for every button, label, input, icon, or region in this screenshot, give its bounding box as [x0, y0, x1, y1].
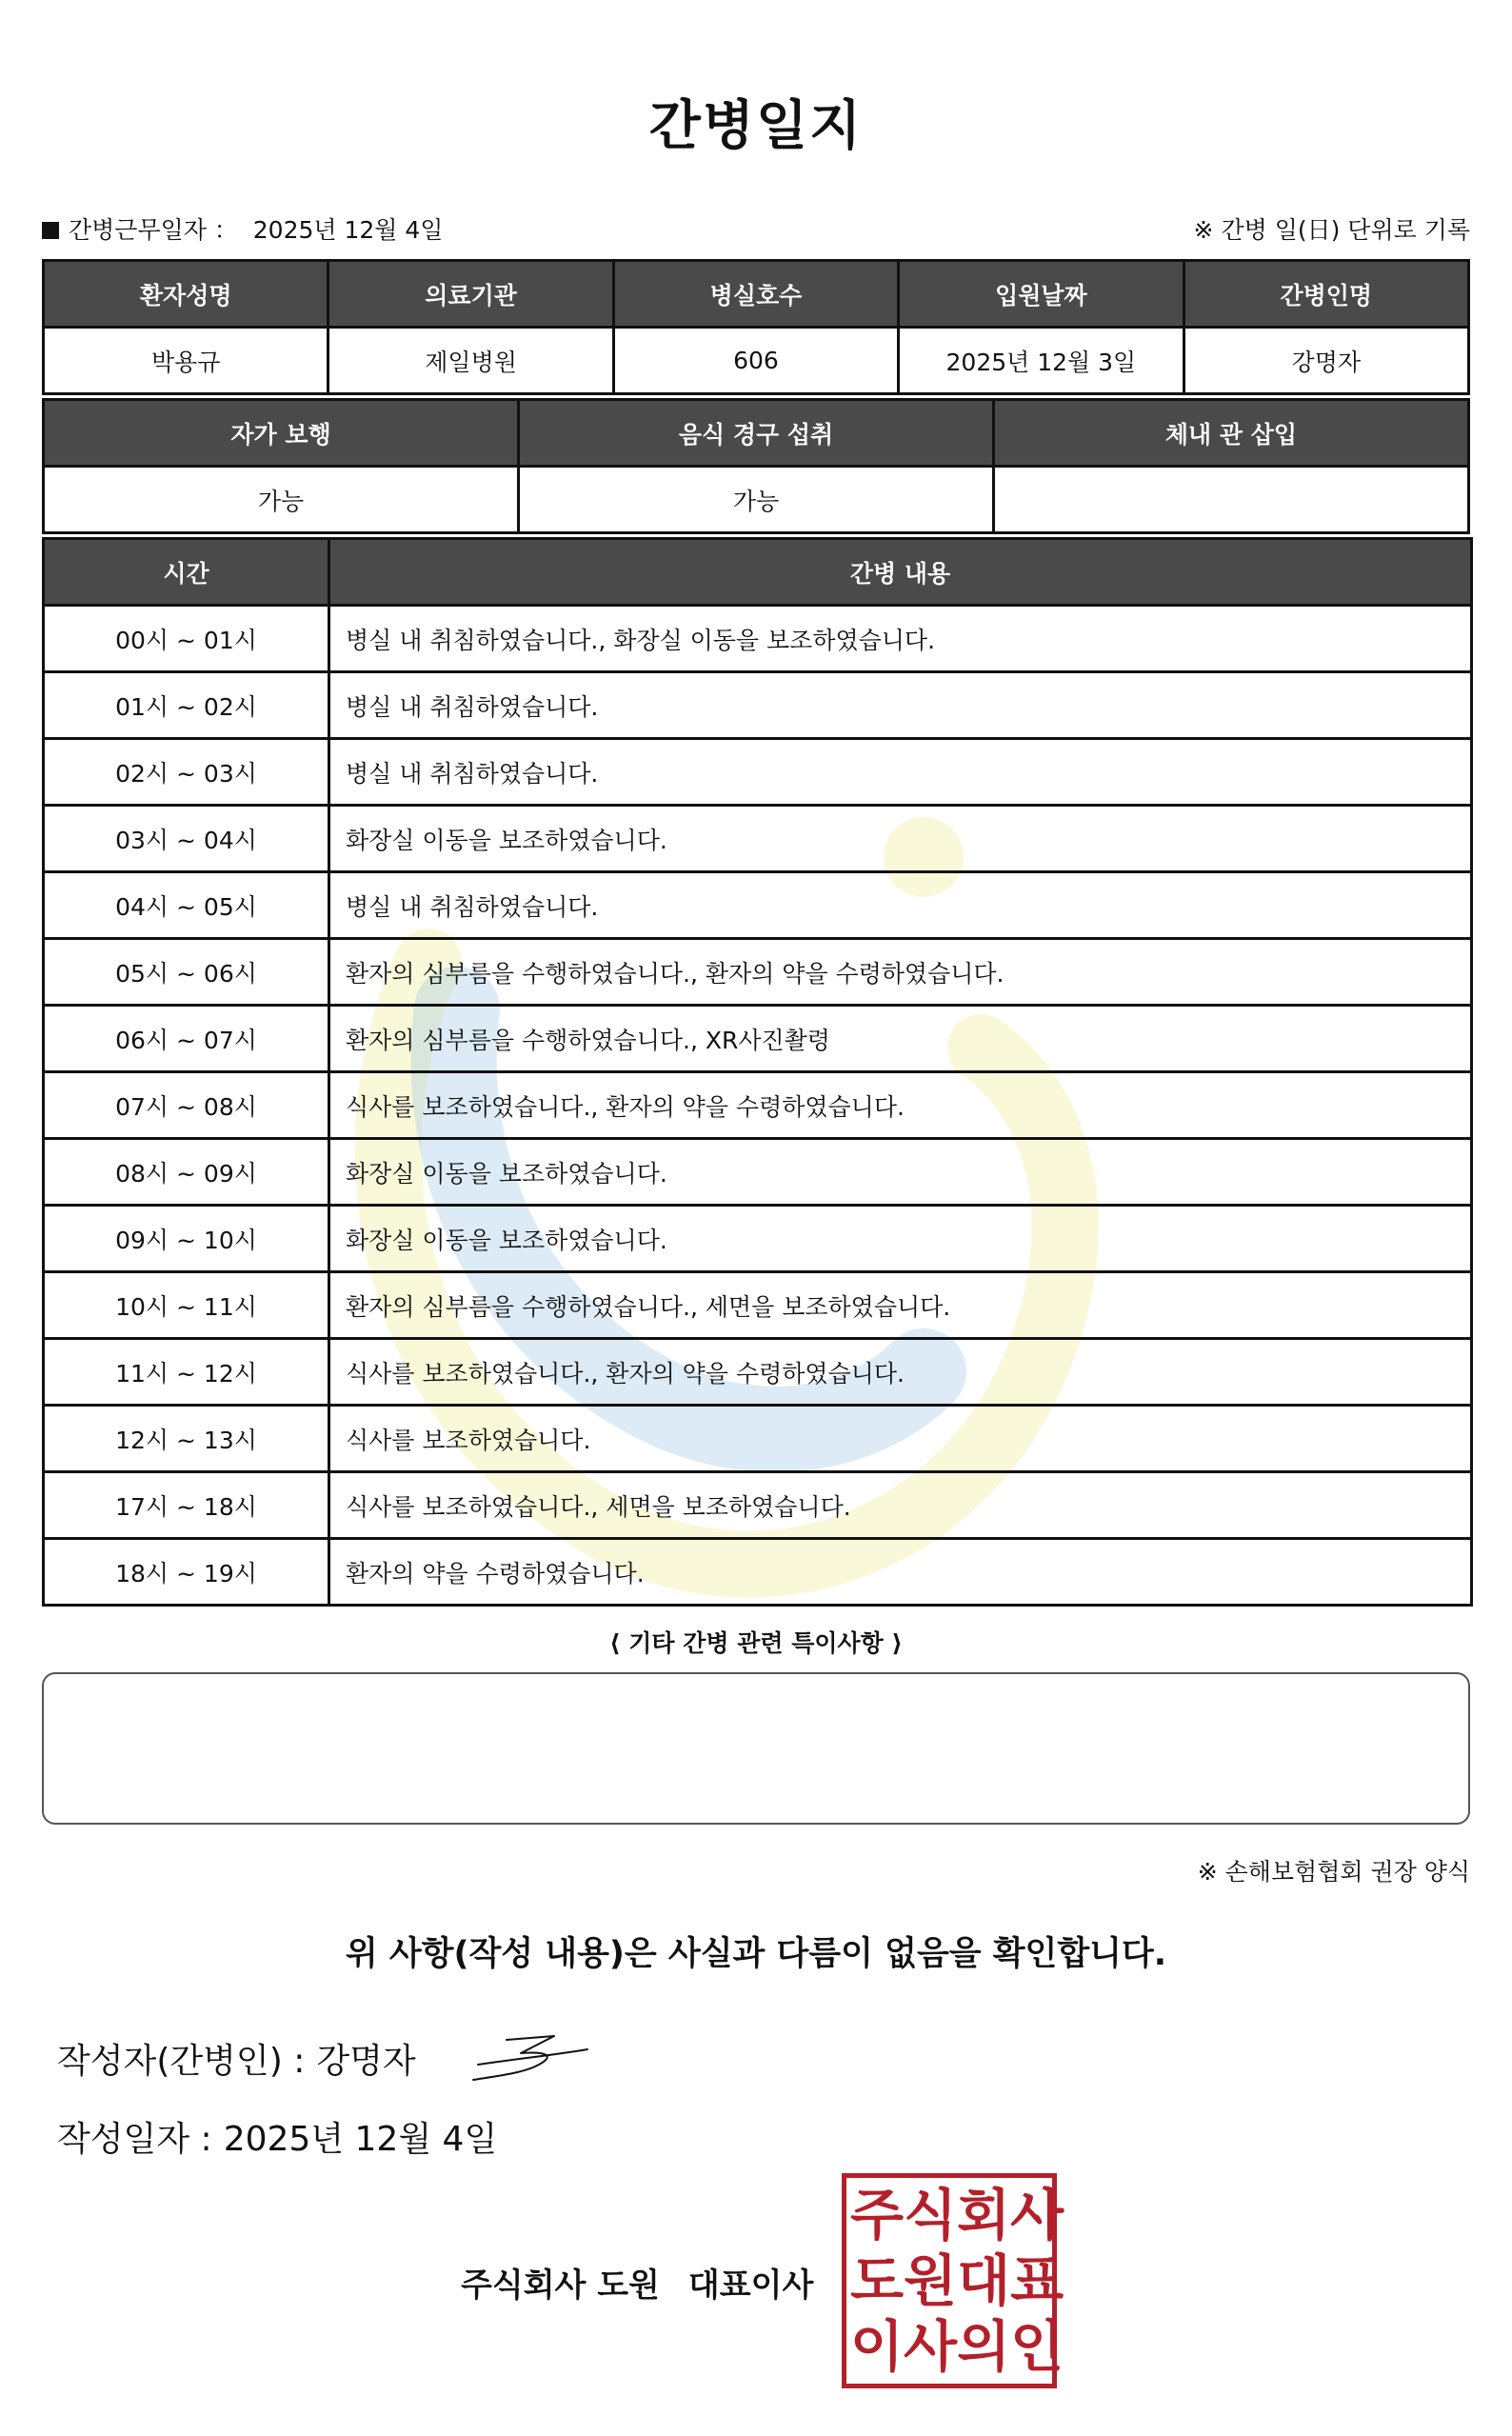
seal-char: 사: [1010, 2182, 1064, 2247]
square-bullet-icon: [42, 222, 59, 239]
time-cell: 10시 ~ 11시: [44, 1272, 329, 1339]
tube-insertion-cell: [994, 467, 1469, 533]
table-row: [44, 939, 1472, 1006]
written-date-value: 2025년 12월 4일: [223, 2120, 498, 2159]
time-cell: 09시 ~ 10시: [44, 1206, 329, 1272]
table-row: [44, 1072, 1472, 1139]
header-room-number: 병실호수: [613, 261, 898, 328]
care-content-cell: 식사를 보조하였습니다., 환자의 약을 수령하였습니다.: [329, 1339, 1472, 1406]
care-content-cell: 환자의 심부름을 수행하였습니다., 환자의 약을 수령하였습니다.: [329, 939, 1472, 1006]
seal-char: 도: [850, 2247, 905, 2313]
table-header-row: [44, 261, 1469, 328]
header-admission-date: 입원날짜: [899, 261, 1184, 328]
care-log-table: [42, 537, 1473, 1607]
table-header-row: [44, 539, 1472, 606]
seal-char: 사: [904, 2314, 958, 2380]
company-title: 대표이사: [687, 2266, 814, 2305]
confirmation-statement: 위 사항(작성 내용)은 사실과 다름이 없음을 확인합니다.: [345, 1935, 1167, 1973]
admission-date-cell: 2025년 12월 3일: [899, 328, 1184, 394]
recommend-note: ※ 손해보험협회 권장 양식: [1197, 1858, 1470, 1886]
signature-icon: [468, 2030, 592, 2087]
table-row: [44, 1472, 1472, 1539]
time-cell: 00시 ~ 01시: [44, 606, 329, 672]
hospital-cell: 제일병원: [328, 328, 613, 394]
header-patient-name: 환자성명: [44, 261, 328, 328]
seal-char: 이: [850, 2314, 905, 2380]
written-date-line: [57, 2112, 497, 2161]
care-content-cell: 병실 내 취침하였습니다.: [329, 739, 1472, 806]
care-content-cell: 화장실 이동을 보조하였습니다.: [329, 1139, 1472, 1206]
care-content-cell: 화장실 이동을 보조하였습니다.: [329, 806, 1472, 872]
notes-box: [42, 1672, 1470, 1825]
writer-label: 작성자(간병인) :: [57, 2042, 306, 2081]
header-time: 시간: [44, 539, 329, 606]
care-content-cell: 병실 내 취침하였습니다.: [329, 872, 1472, 939]
seal-char: 대: [957, 2247, 1011, 2313]
room-number-cell: 606: [613, 328, 898, 394]
patient-name-cell: 박용규: [44, 328, 328, 394]
company-name: 주식회사 도원: [461, 2266, 660, 2305]
seal-char: 식: [904, 2182, 958, 2247]
care-content-cell: 화장실 이동을 보조하였습니다.: [329, 1206, 1472, 1272]
writer-name: 강명자: [316, 2042, 416, 2081]
table-row: [44, 1206, 1472, 1272]
table-row: [44, 672, 1472, 739]
time-cell: 03시 ~ 04시: [44, 806, 329, 872]
care-log-rows: [44, 606, 1472, 1606]
header-oral-intake: 음식 경구 섭취: [519, 400, 994, 467]
table-row: [44, 467, 1469, 533]
table-row: [44, 1406, 1472, 1472]
header-tube-insertion: 체내 관 삽입: [994, 400, 1469, 467]
time-cell: 01시 ~ 02시: [44, 672, 329, 739]
seal-char: 인: [1010, 2314, 1064, 2380]
header-care-content: 간병 내용: [329, 539, 1472, 606]
self-walking-cell: 가능: [44, 467, 519, 533]
time-cell: 08시 ~ 09시: [44, 1139, 329, 1206]
time-cell: 18시 ~ 19시: [44, 1539, 329, 1606]
time-cell: 17시 ~ 18시: [44, 1472, 329, 1539]
care-content-cell: 식사를 보조하였습니다., 환자의 약을 수령하였습니다.: [329, 1072, 1472, 1139]
header-hospital: 의료기관: [328, 261, 613, 328]
table-row: [44, 1539, 1472, 1606]
seal-characters: [850, 2182, 1064, 2380]
company-seal-stamp: [842, 2173, 1064, 2388]
oral-intake-cell: 가능: [519, 467, 994, 533]
time-cell: 05시 ~ 06시: [44, 939, 329, 1006]
seal-char: 원: [904, 2247, 958, 2313]
table-row: [44, 606, 1472, 672]
seal-char: 의: [957, 2314, 1011, 2380]
work-date: [42, 211, 443, 246]
care-content-cell: 환자의 약을 수령하였습니다.: [329, 1539, 1472, 1606]
time-cell: 11시 ~ 12시: [44, 1339, 329, 1406]
header-self-walking: 자가 보행: [44, 400, 519, 467]
work-date-value: 2025년 12월 4일: [252, 216, 444, 244]
seal-char: 회: [957, 2182, 1011, 2247]
time-cell: 06시 ~ 07시: [44, 1006, 329, 1072]
table-row: [44, 872, 1472, 939]
table-row: [44, 1139, 1472, 1206]
company-line: [461, 2259, 813, 2306]
time-cell: 02시 ~ 03시: [44, 739, 329, 806]
table-row: [44, 1339, 1472, 1406]
time-cell: 12시 ~ 13시: [44, 1406, 329, 1472]
work-date-label: 간병근무일자 ：: [69, 216, 238, 244]
care-content-cell: 병실 내 취침하였습니다., 화장실 이동을 보조하였습니다.: [329, 606, 1472, 672]
written-date-label: 작성일자 :: [57, 2120, 212, 2159]
caregiver-name-cell: 강명자: [1184, 328, 1468, 394]
header-caregiver-name: 간병인명: [1184, 261, 1468, 328]
page-title: 간병일지: [648, 95, 864, 157]
table-row: [44, 328, 1469, 394]
care-content-cell: 환자의 심부름을 수행하였습니다., 세면을 보조하였습니다.: [329, 1272, 1472, 1339]
notes-title: ⟨ 기타 간병 관련 특이사항 ⟩: [609, 1629, 903, 1657]
seal-char: 주: [850, 2182, 905, 2247]
table-row: [44, 806, 1472, 872]
patient-status-table: [42, 398, 1470, 534]
record-note: ※ 간병 일(日) 단위로 기록: [1193, 216, 1470, 244]
care-content-cell: 식사를 보조하였습니다., 세면을 보조하였습니다.: [329, 1472, 1472, 1539]
time-cell: 04시 ~ 05시: [44, 872, 329, 939]
table-row: [44, 1272, 1472, 1339]
care-content-cell: 환자의 심부름을 수행하였습니다., XR사진촬령: [329, 1006, 1472, 1072]
care-content-cell: 식사를 보조하였습니다.: [329, 1406, 1472, 1472]
time-cell: 07시 ~ 08시: [44, 1072, 329, 1139]
patient-info-table: [42, 259, 1470, 395]
table-row: [44, 1006, 1472, 1072]
table-header-row: [44, 400, 1469, 467]
care-content-cell: 병실 내 취침하였습니다.: [329, 672, 1472, 739]
table-row: [44, 739, 1472, 806]
seal-char: 표: [1010, 2247, 1064, 2313]
writer-line: [57, 2034, 416, 2083]
